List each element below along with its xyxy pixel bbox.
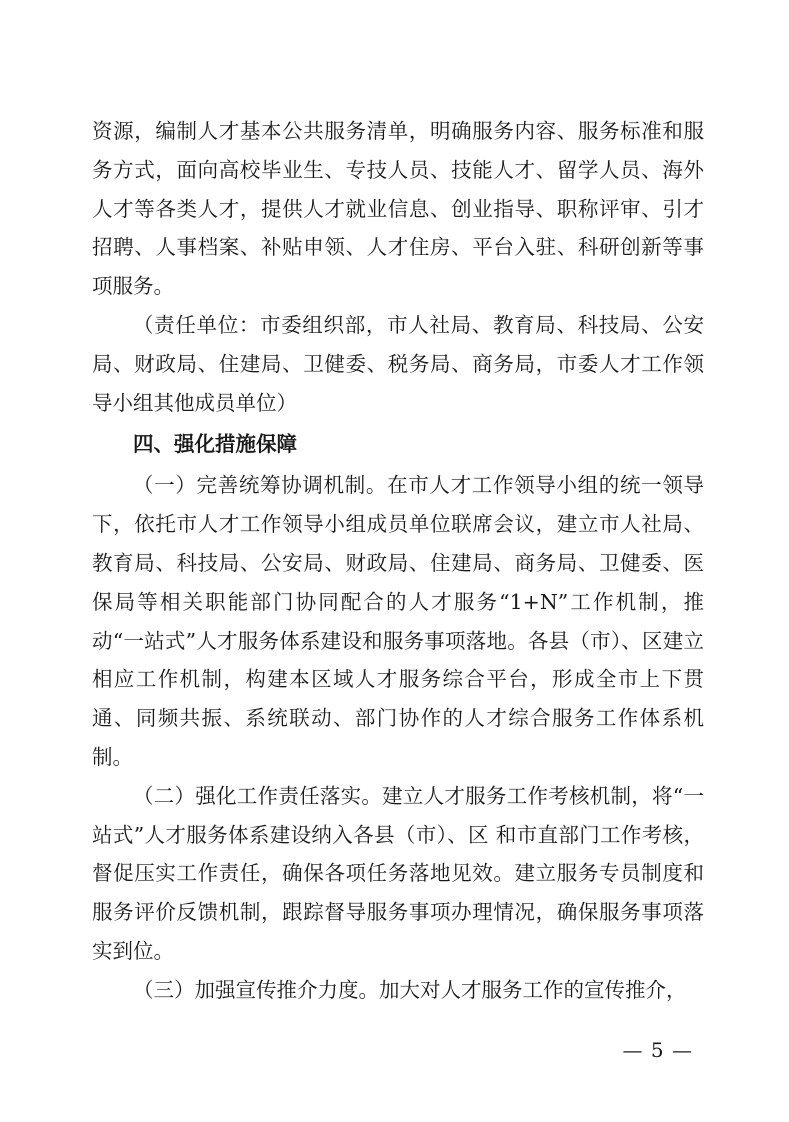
page-number: — 5 — [622, 1038, 693, 1062]
subsection-1-title: （一）完善统筹协调机制。 [133, 473, 388, 498]
subsection-1-text: 在市人才工作领导小组的统一领导下，依托市人才工作领导小组成员单位联席会议，建立市人社局、教育局、科技局、公安局、财政局、住建局、商务局、卫健委、医保局等相关职能部门协同配合的人才服务“1+N”工作机制，推动“一站式”人才服务体系建设和服务事项落地。各县（市）、区建立相应工作机制，构建本区域人才服务综合平台，形成全市上下贯通、同频共振、系统联动、部门协作的人才综合服务工作体系机制。 [92, 473, 705, 769]
subsection-3-title: （三）加强宣传推介力度。 [133, 977, 379, 1002]
subsection-2-text: 建立人才服务工作考核机制，将“一站式”人才服务体系建设纳入各县（市）、区 和市直部门工作考核，督促压实工作责任，确保各项任务落地见效。建立服务专员制度和服务评价反馈机制，跟踪督导服务事项办理情况，确保服务事项落实到位。 [92, 783, 705, 963]
section-heading-4: 四、强化措施保障 [133, 432, 297, 457]
subsection-2-title: （二）强化工作责任落实。 [133, 783, 383, 808]
paragraph-subsection-3 [92, 971, 704, 1010]
paragraph-subsection-2 [92, 777, 704, 971]
subsection-3-text: 加大对人才服务工作的宣传推介， [379, 977, 687, 1002]
paragraph-subsection-1 [92, 466, 704, 776]
paragraph-responsible-units: （责任单位：市委组织部，市人社局、教育局、科技局、公安局、财政局、住建局、卫健委、税务局、商务局，市委人才工作领导小组其他成员单位） [92, 312, 704, 415]
document-body [92, 112, 704, 1010]
paragraph-services-continued: 资源，编制人才基本公共服务清单，明确服务内容、服务标准和服务方式，面向高校毕业生、专技人员、技能人才、留学人员、海外人才等各类人才，提供人才就业信息、创业指导、职称评审、引才招聘、人事档案、补贴申领、人才住房、平台入驻、科研创新等事项服务。 [92, 119, 704, 299]
